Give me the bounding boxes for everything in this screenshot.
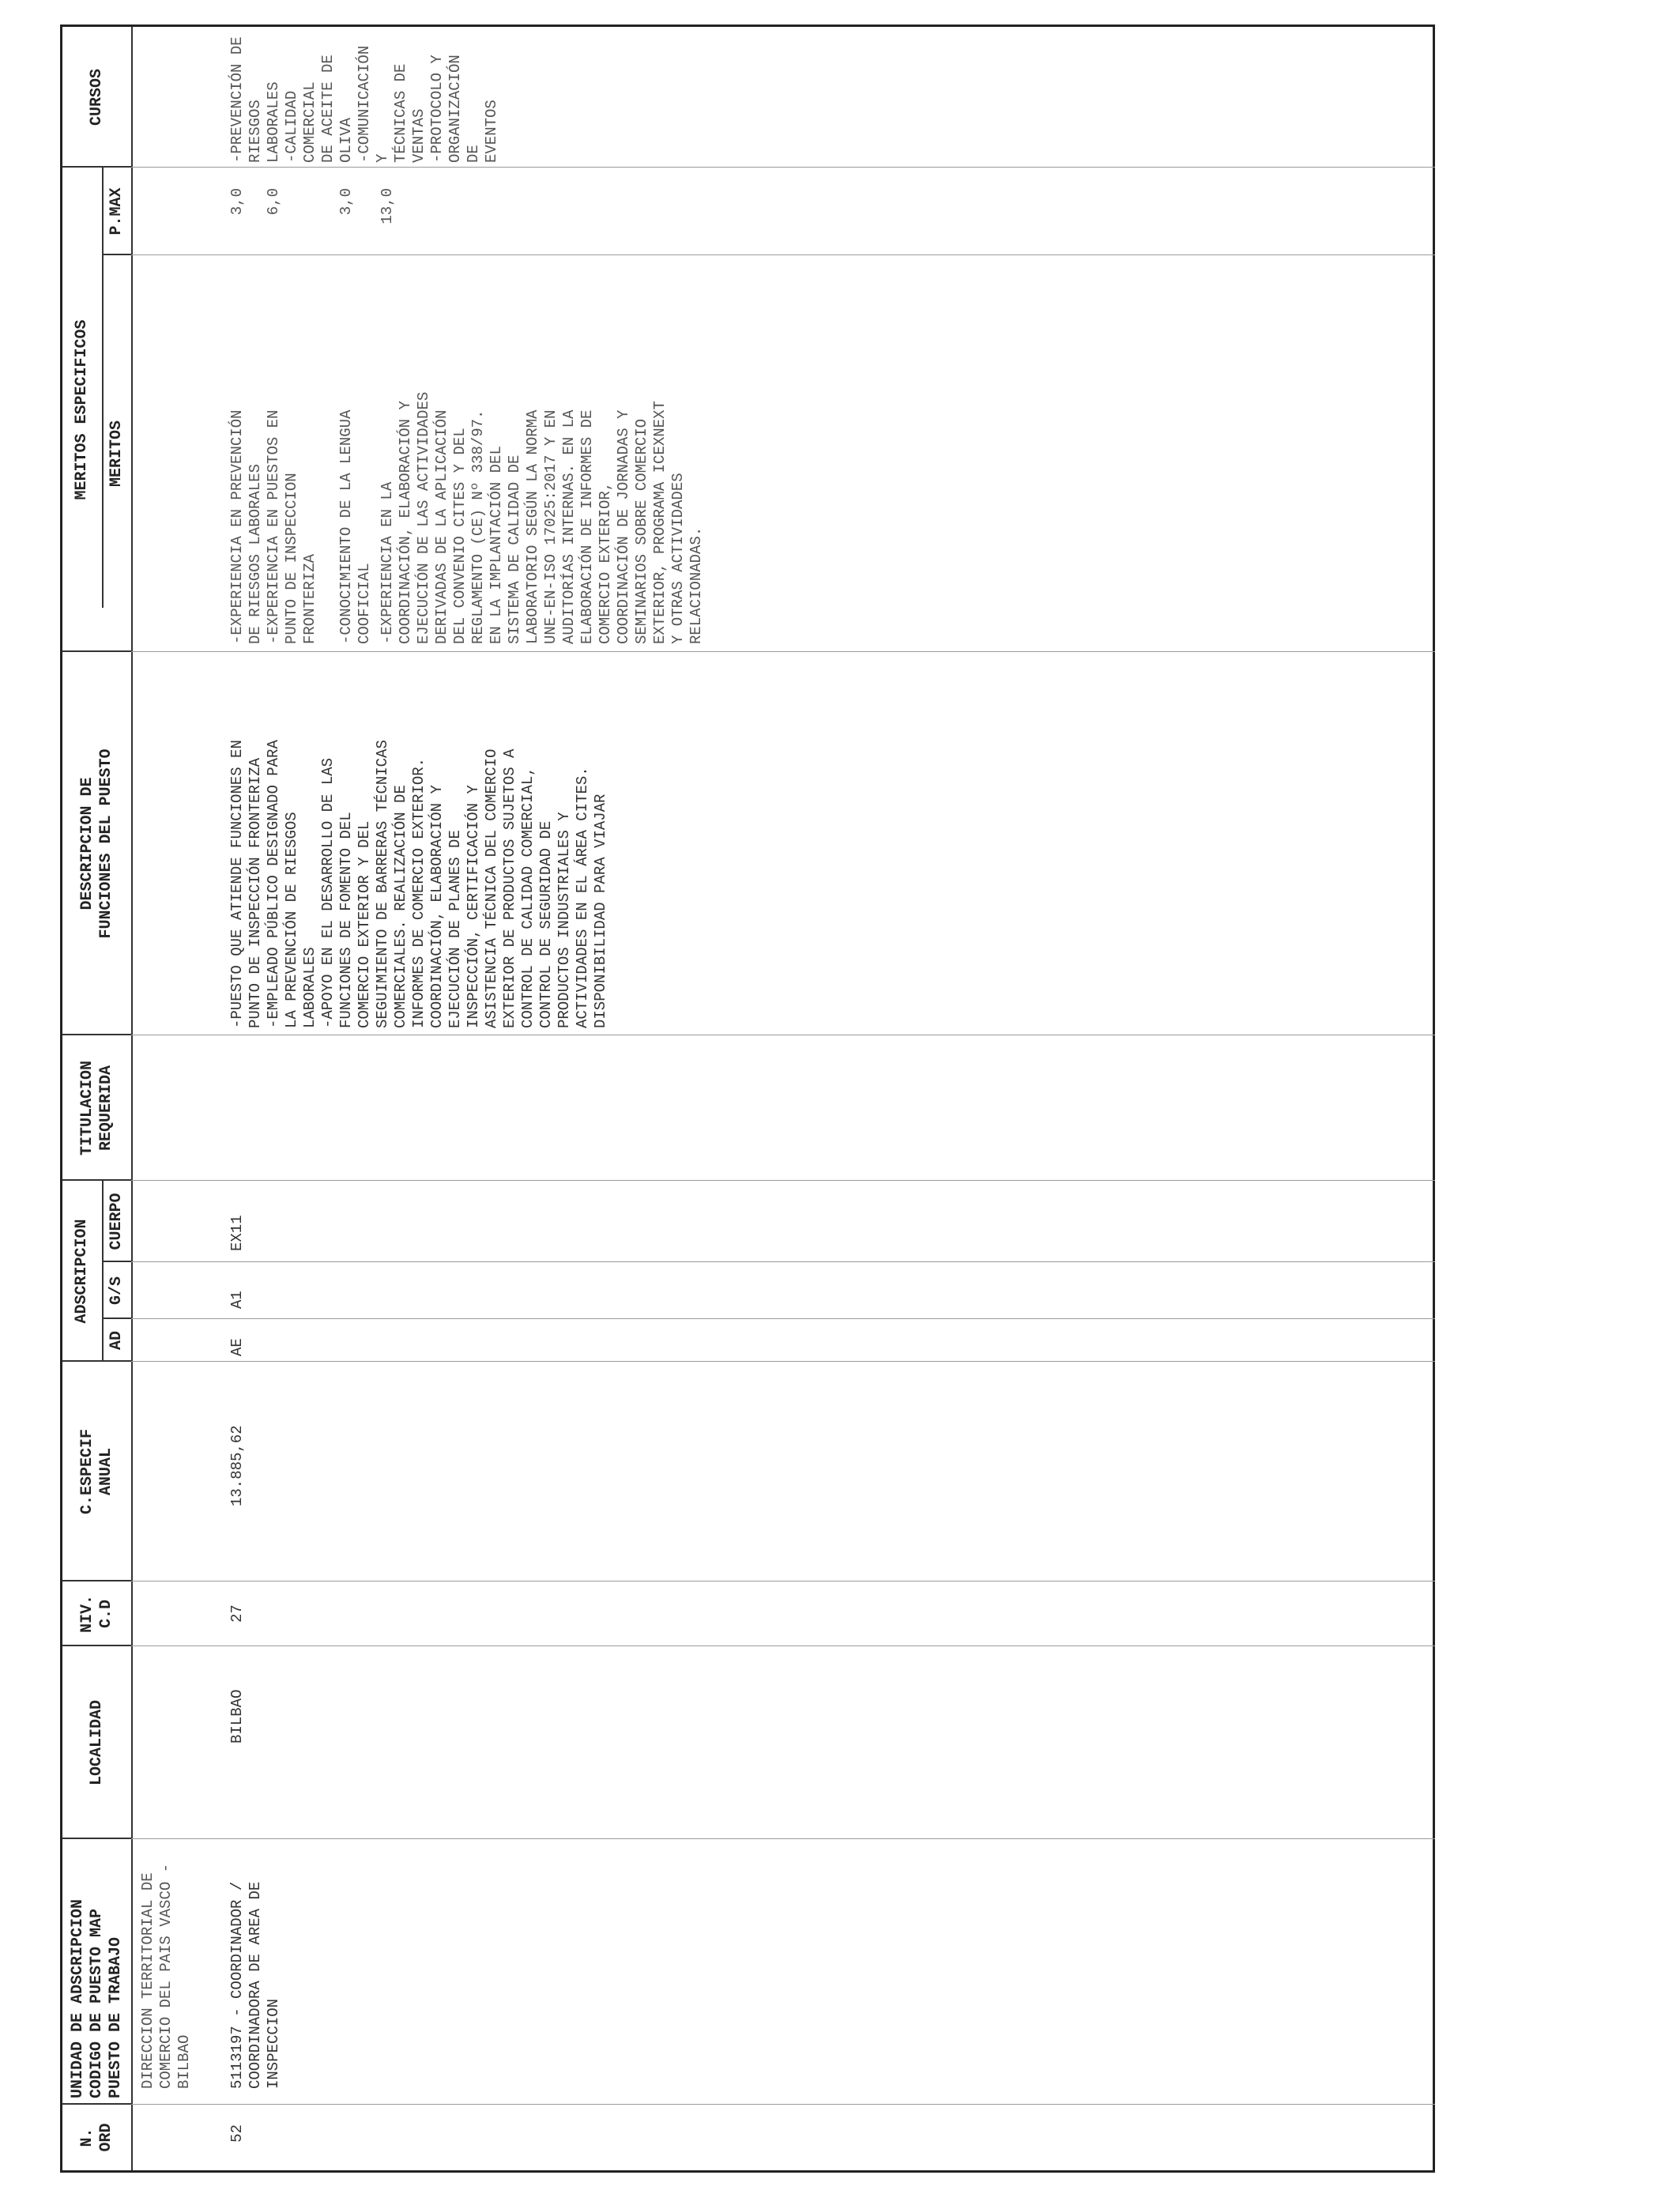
header-n-ord: N. ORD	[77, 2123, 115, 2152]
job-table	[60, 25, 1435, 2173]
header-localidad: LOCALIDAD	[87, 1699, 106, 1786]
merito-3: -CONOCIMIENTO DE LA LENGUA COOFICIAL	[337, 409, 373, 644]
merito-1-pmax: 3,0	[228, 188, 246, 216]
header-meritos: MERITOS	[107, 420, 126, 488]
merito-2: -EXPERIENCIA EN PUESTOS EN PUNTO DE INSPECCION FRONTERIZA	[265, 409, 318, 644]
row-niv: 27	[228, 1604, 246, 1623]
header-meritos-especificos: MERITOS ESPECIFICOS	[73, 319, 91, 500]
header-gs: G/S	[107, 1276, 126, 1306]
row-n-ord: 52	[228, 2124, 246, 2143]
merito-1: -EXPERIENCIA EN PREVENCIÓN DE RIESGOS LABORALES	[228, 409, 264, 644]
merito-2-pmax: 6,0	[265, 188, 282, 216]
header-descripcion: DESCRIPCION DE FUNCIONES DEL PUESTO	[77, 748, 115, 939]
header-ad: AD	[107, 1331, 126, 1351]
unit-name: DIRECCION TERRITORIAL DE COMERCIO DEL PAIS VASCO - BILBAO	[139, 1863, 193, 2089]
row-ad: AE	[228, 1338, 246, 1356]
row-puesto: 5113197 - COORDINADOR / COORDINADORA DE AREA DE INSPECCION	[228, 1881, 282, 2089]
row-cuerpo: EX11	[228, 1215, 246, 1251]
row-cursos: -PREVENCIÓN DE RIESGOS LABORALES -CALIDAD COMERCIAL DE ACEITE DE OLIVA -COMUNICACIÓN Y TÉCNICAS DE VENTAS -PROTOCOLO Y ORGANIZACIÓN DE EVENTOS	[228, 36, 500, 163]
merito-4: -EXPERIENCIA EN LA COORDINACIÓN, ELABORACIÓN Y EJECUCIÓN DE LAS ACTIVIDADES DERIVADAS DE LA APLICACIÓN DEL CONVENIO CITES Y DEL REGLAMENTO (CE) Nº 338/97. EN LA IMPLANTACIÓN DEL SISTEMA DE CALIDAD DE LABORATORIO SEGÚN LA NORMA UNE-EN-ISO 17025:2017 Y EN AUDITORÍAS INTERNAS. EN LA ELABORACIÓN DE INFORMES DE COMERCIO EXTERIOR, COORDINACIÓN DE JORNADAS Y SEMINARIOS SOBRE COMERCIO EXTERIOR, PROGRAMA ICEXNEXT Y OTRAS ACTIVIDADES RELACIONADAS.	[379, 391, 705, 644]
header-titulacion: TITULACION REQUERIDA	[77, 1060, 115, 1156]
row-descripcion: -PUESTO QUE ATIENDE FUNCIONES EN PUNTO DE INSPECCIÓN FRONTERIZA -EMPLEADO PÚBLICO DESIGNADO PARA LA PREVENCIÓN DE RIESGOS LABORALES -APOYO EN EL DESARROLLO DE LAS FUNCIONES DE FOMENTO DEL COMERCIO EXTERIOR Y DEL SEGUIMIENTO DE BARRERAS TÉCNICAS COMERCIALES. REALIZACIÓN DE INFORMES DE COMERCIO EXTERIOR. COORDINACIÓN, ELABORACIÓN Y EJECUCIÓN DE PLANES DE INSPECCIÓN, CERTIFICACIÓN Y ASISTENCIA TÉCNICA DEL COMERCIO EXTERIOR DE PRODUCTOS SUJETOS A CONTROL DE CALIDAD COMERCIAL, CONTROL DE SEGURIDAD DE PRODUCTOS INDUSTRIALES Y ACTIVIDADES EN EL ÁREA CITES. DISPONIBILIDAD PARA VIAJAR	[228, 740, 609, 1028]
header-unidad: UNIDAD DE ADSCRIPCION CODIGO DE PUESTO MAP PUESTO DE TRABAJO	[68, 1898, 125, 2098]
header-divider	[131, 27, 133, 2170]
header-c-especif: C.ESPECIF ANUAL	[77, 1428, 115, 1515]
header-niv: NIV. C.D	[77, 1595, 115, 1634]
row-localidad: BILBAO	[228, 1689, 246, 1744]
merito-3-pmax: 3,0	[337, 188, 355, 216]
header-cursos: CURSOS	[87, 69, 106, 126]
header-adscripcion: ADSCRIPCION	[73, 1219, 91, 1324]
header-cuerpo: CUERPO	[107, 1193, 126, 1250]
row-c-especif: 13.885,62	[228, 1425, 246, 1506]
header-pmax: P.MAX	[107, 187, 126, 236]
row-gs: A1	[228, 1291, 246, 1309]
merito-4-pmax: 13,0	[379, 188, 396, 224]
